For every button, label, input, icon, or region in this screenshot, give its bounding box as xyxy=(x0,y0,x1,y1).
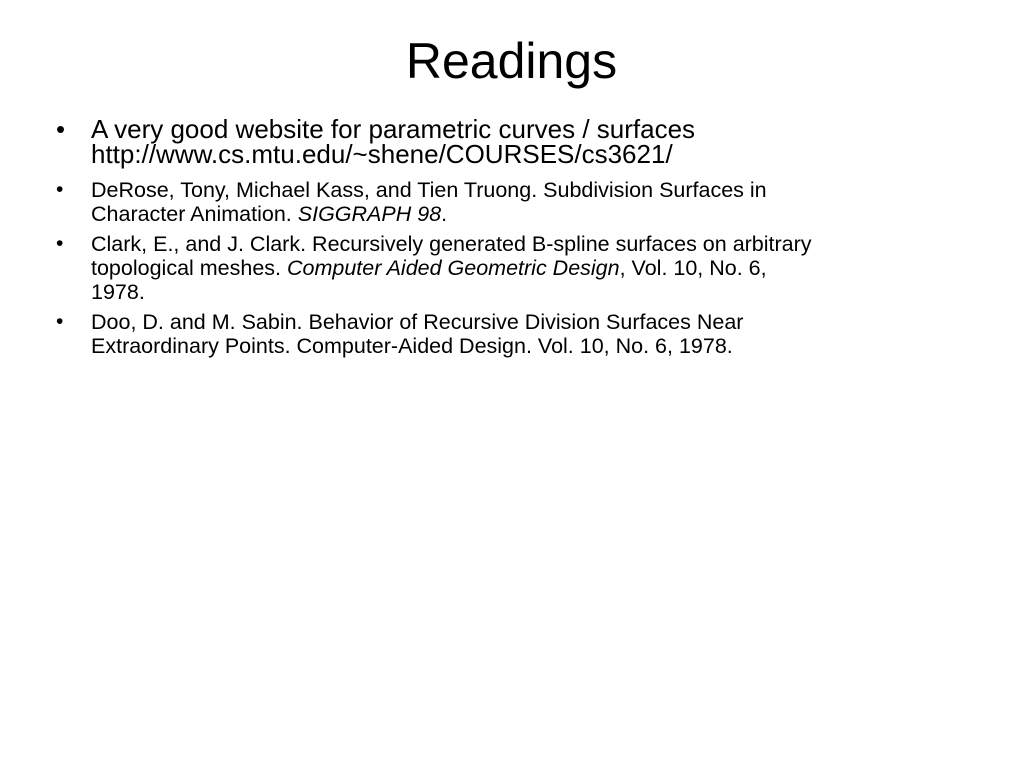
slide-title: Readings xyxy=(405,33,618,89)
reading-item-doo xyxy=(56,310,986,358)
bullet-icon: • xyxy=(56,178,64,201)
reading-item-derose xyxy=(56,178,986,226)
reading-text: Extraordinary Points. Computer-Aided Design. Vol. 10, No. 6, 1978. xyxy=(91,334,733,358)
bullet-icon: • xyxy=(56,310,64,333)
readings-list xyxy=(56,114,986,364)
website-url-link[interactable]: http://www.cs.mtu.edu/~shene/COURSES/cs3621/ xyxy=(91,139,673,169)
reading-text: DeRose, Tony, Michael Kass, and Tien Truong. Subdivision Surfaces in xyxy=(91,178,767,202)
reading-item-clark xyxy=(56,232,986,304)
reading-text-part: Character Animation. xyxy=(91,202,298,226)
reading-text: 1978. xyxy=(91,280,145,304)
bullet-icon: • xyxy=(56,232,64,255)
bullet-icon: • xyxy=(56,114,66,144)
reading-text: Clark, E., and J. Clark. Recursively generated B-spline surfaces on arbitrary xyxy=(91,232,812,256)
reading-venue: Computer Aided Geometric Design xyxy=(287,256,620,280)
reading-text-part: , Vol. 10, No. 6, xyxy=(619,256,767,280)
reading-text: Doo, D. and M. Sabin. Behavior of Recursive Division Surfaces Near xyxy=(91,310,744,334)
reading-venue: SIGGRAPH 98 xyxy=(297,202,442,226)
reading-text xyxy=(91,202,986,226)
reading-text-part: topological meshes. xyxy=(91,256,287,280)
reading-text: A very good website for parametric curves / surfaces xyxy=(91,114,696,144)
reading-item-website xyxy=(56,114,986,169)
reading-text xyxy=(91,256,986,280)
reading-text-part: . xyxy=(441,202,448,226)
